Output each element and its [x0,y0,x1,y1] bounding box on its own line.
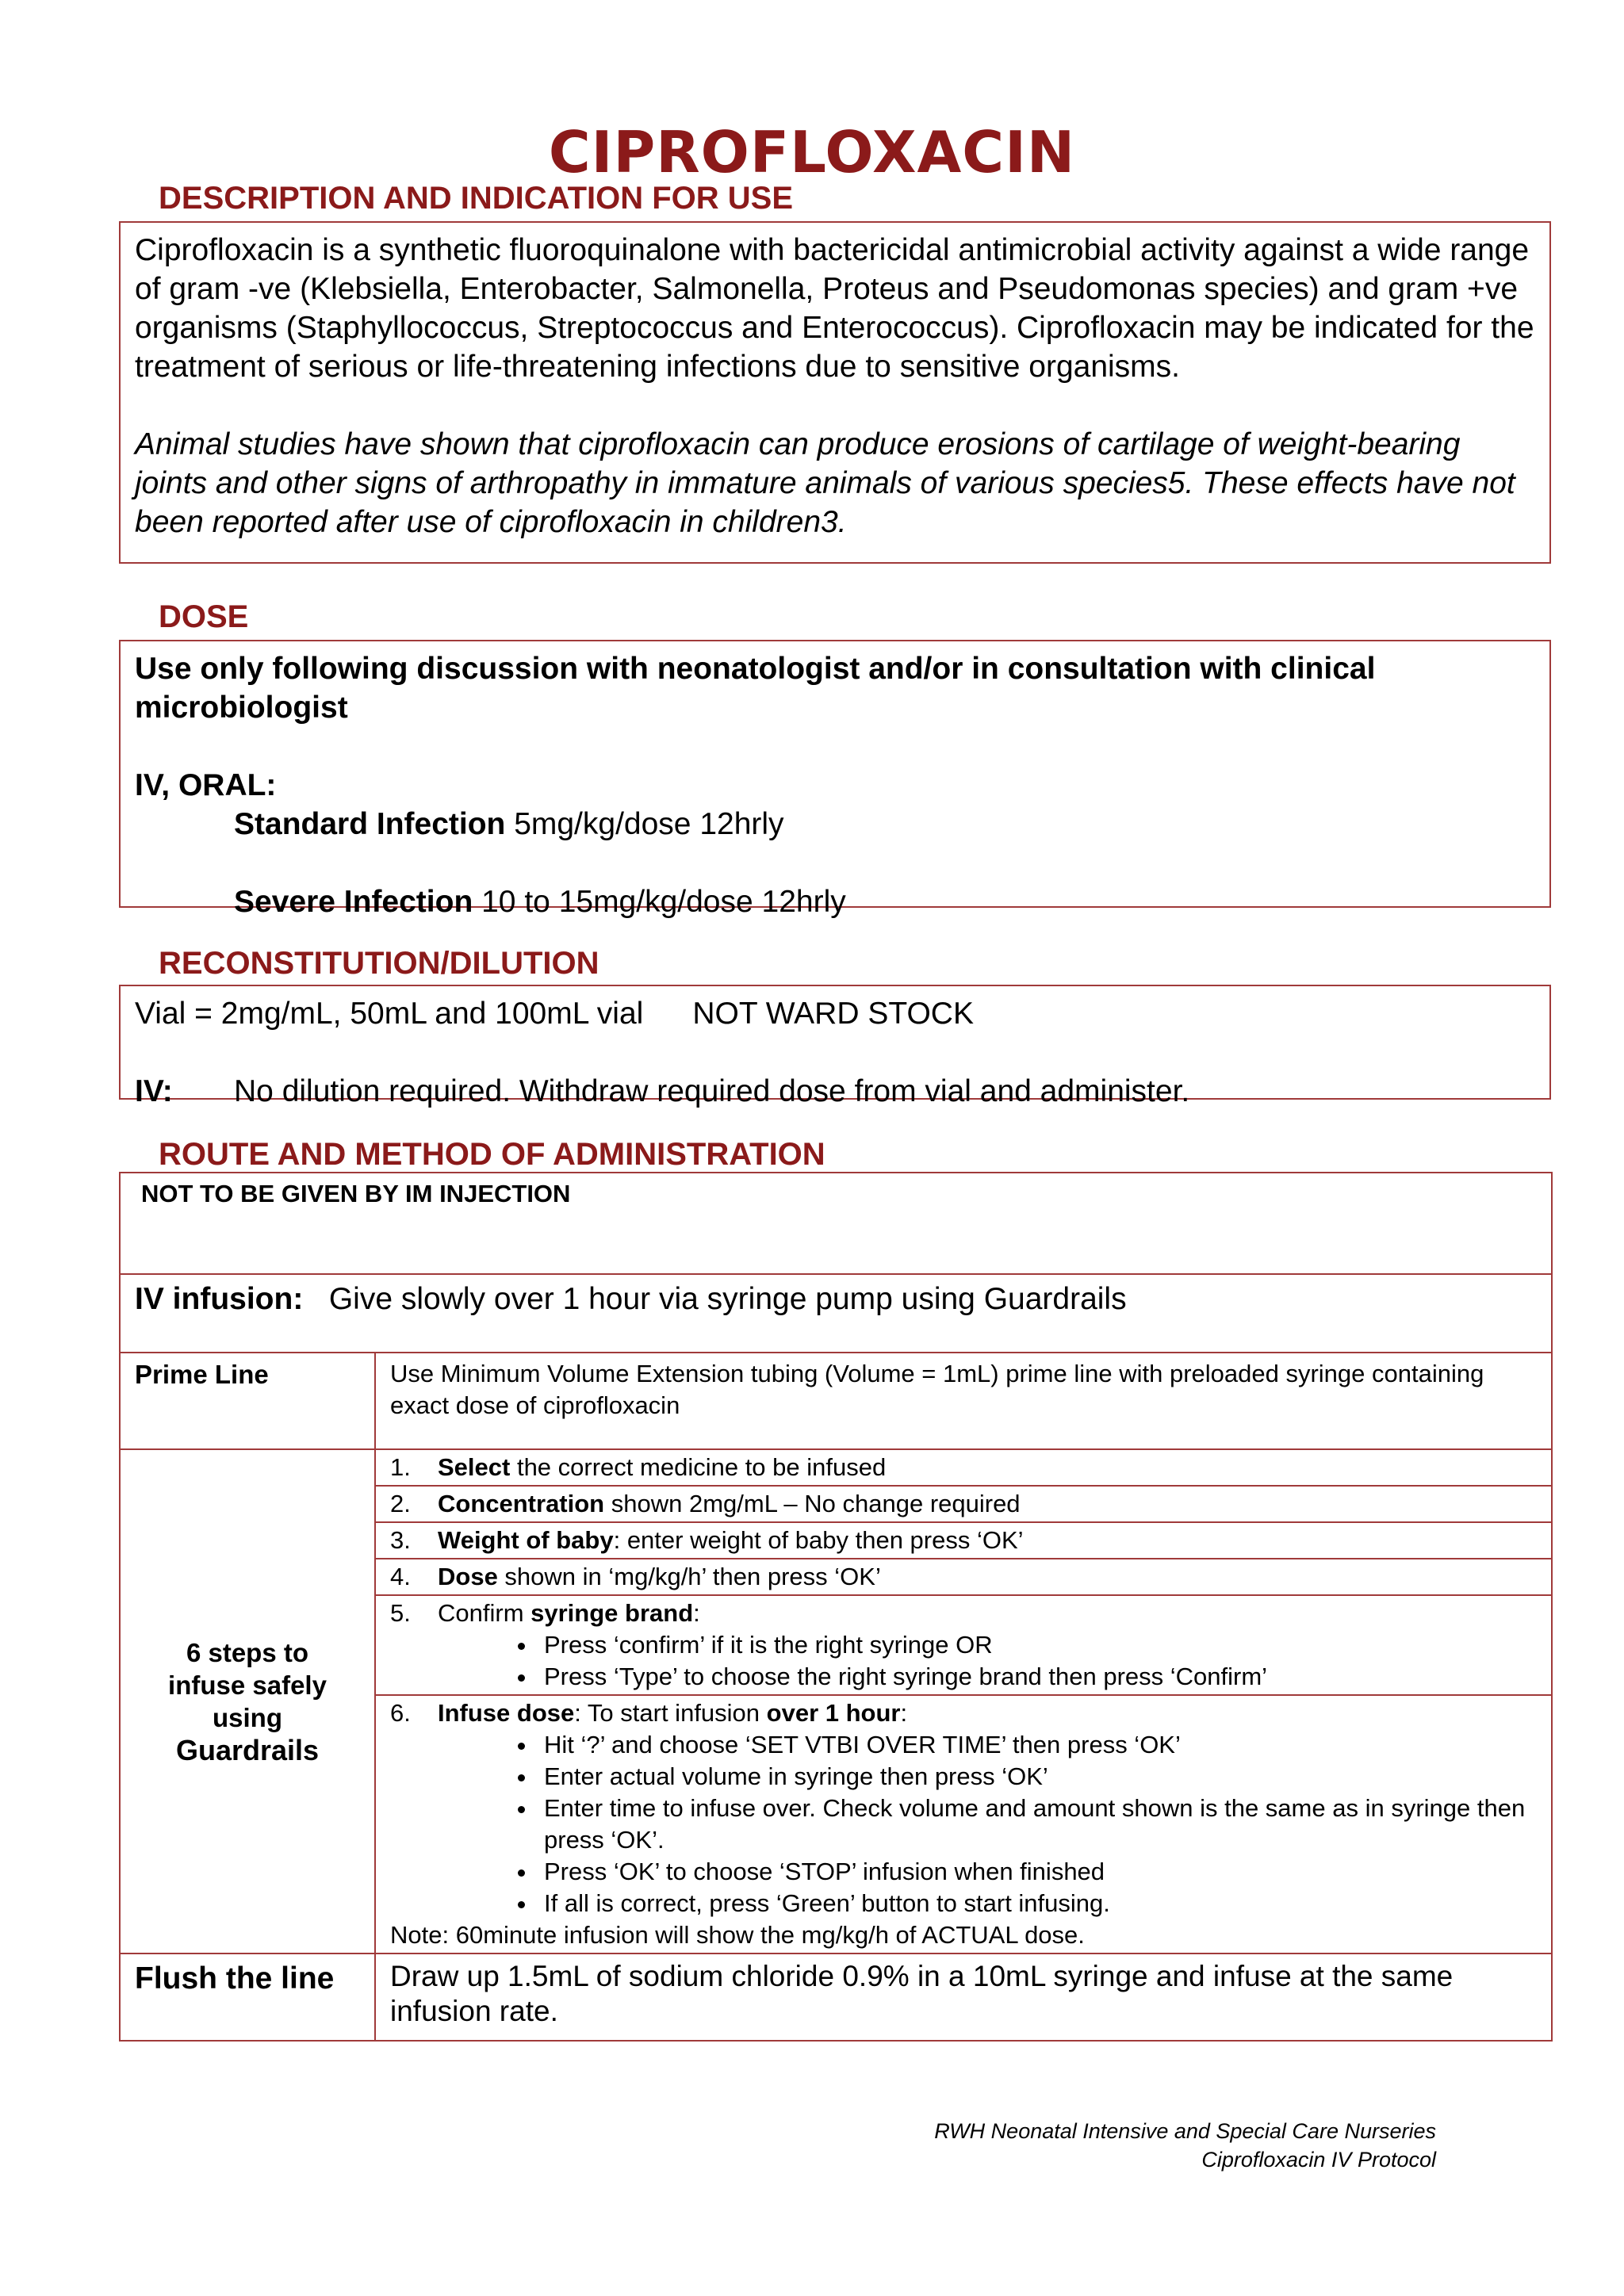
administration-table [119,1172,1553,2042]
steps-label-line: 6 steps to [186,1638,309,1667]
list-item: • Press ‘OK’ to choose ‘STOP’ infusion when finished [538,1856,1537,1888]
step-keyword: Select [438,1453,511,1481]
not-im-warning: NOT TO BE GIVEN BY IM INJECTION [120,1173,1552,1274]
iv-infusion-text: Give slowly over 1 hour via syringe pump using Guardrails [328,1282,1127,1316]
step-number: 6. [390,1699,411,1727]
step-text: : enter weight of baby then press ‘OK’ [613,1526,1024,1554]
list-item: • Hit ‘?’ and choose ‘SET VTBI OVER TIME’ then press ‘OK’ [538,1729,1537,1761]
step-text: shown in ‘mg/kg/h’ then press ‘OK’ [497,1563,881,1590]
description-paragraph: Ciprofloxacin is a synthetic fluoroquinalone with bactericidal antimicrobial activity against a wide range of gram -ve (Klebsiella, Enterobacter, Salmonella, Proteus and Pseudomonas species) and gram +ve organisms (Staphyllococcus, Streptococcus and Enterococcus). Ciprofloxacin may be indicated for the treatment of serious or life-threatening infections due to sensitive organisms. [135,233,1534,384]
dose-warning: Use only following discussion with neonatologist and/or in consultation with clinical microbiologist [135,652,1376,725]
prime-line-label: Prime Line [120,1353,375,1449]
iv-infusion-label: IV infusion: [135,1282,304,1316]
six-steps-label [120,1449,375,1954]
reconstitution-box [119,985,1551,1108]
step-1 [376,1450,1551,1487]
dose-box [119,640,1551,919]
step-4 [376,1559,1551,1596]
iv-dilution-text: No dilution required. Withdraw required dose from vial and administer. [234,1074,1190,1108]
step-text: the correct medicine to be infused [510,1453,887,1481]
reconstitution-heading: RECONSTITUTION/DILUTION [159,946,599,981]
flush-line-text: Draw up 1.5mL of sodium chloride 0.9% in a 10mL syringe and infuse at the same infusion rate. [375,1954,1552,2041]
description-box [119,221,1551,564]
step-6-note: Note: 60minute infusion will show the mg/kg/h of ACTUAL dose. [390,1921,1085,1949]
page-title: CIPROFLOXACIN [548,119,1076,186]
dose-route: IV, ORAL: [135,768,277,802]
step-6-bullets [390,1729,1537,1919]
description-heading: DESCRIPTION AND INDICATION FOR USE [159,181,794,216]
list-item: • Enter actual volume in syringe then press ‘OK’ [538,1761,1537,1793]
footer-line: RWH Neonatal Intensive and Special Care Nurseries [934,2119,1436,2143]
footer [934,2117,1436,2174]
step-number: 3. [390,1526,411,1554]
footer-line: Ciprofloxacin IV Protocol [1201,2148,1436,2172]
iv-dilution [135,1072,1535,1111]
step-keyword: Dose [438,1563,498,1590]
step-2 [376,1487,1551,1523]
step-5 [376,1596,1551,1696]
standard-infection-value: 5mg/kg/dose 12hrly [505,807,784,841]
table-row [120,1353,1552,1449]
table-row [120,1954,1552,2041]
step-5-bullets [390,1629,1537,1693]
step-keyword: syringe brand [530,1599,694,1627]
table-row [120,1274,1552,1353]
step-text: Confirm [438,1599,531,1627]
iv-infusion-cell [120,1274,1552,1353]
step-number: 1. [390,1453,411,1481]
severe-infection-label: Severe Infection [234,885,473,919]
step-3 [376,1523,1551,1559]
standard-infection-dose [135,805,1535,844]
step-text: shown 2mg/mL – No change required [604,1490,1021,1517]
standard-infection-label: Standard Infection [234,807,506,841]
severe-infection-dose [135,882,1535,921]
iv-dilution-label: IV: [135,1074,173,1108]
table-row [120,1449,1552,1954]
list-item: • Enter time to infuse over. Check volume and amount shown is the same as in syringe then press ‘OK’. [538,1793,1537,1856]
arthropathy-warning: Animal studies have shown that ciprofloxacin can produce erosions of cartilage of weight-bearing joints and other signs of arthropathy in immature animals of various species5. These effects have not been reported after use of ciprofloxacin in children3. [135,427,1515,539]
step-number: 5. [390,1599,411,1627]
step-number: 4. [390,1563,411,1590]
step-keyword: Concentration [438,1490,605,1517]
steps-label-line: infuse safely [168,1670,327,1700]
step-text: : [900,1699,908,1727]
steps-label-line: using [213,1703,282,1732]
flush-line-label: Flush the line [120,1954,375,2041]
steps-label-line: Guardrails [175,1734,320,1766]
list-item: • Press ‘confirm’ if it is the right syringe OR [538,1629,1537,1661]
step-keyword: over 1 hour [766,1699,901,1727]
step-keyword: Infuse dose [438,1699,575,1727]
step-text: : [693,1599,700,1627]
step-number: 2. [390,1490,411,1517]
vial-concentration: Vial = 2mg/mL, 50mL and 100mL vial [135,997,644,1031]
prime-line-text: Use Minimum Volume Extension tubing (Volume = 1mL) prime line with preloaded syringe containing exact dose of ciprofloxacin [375,1353,1552,1449]
severe-infection-value: 10 to 15mg/kg/dose 12hrly [473,885,846,919]
dose-heading: DOSE [159,599,249,634]
step-6 [376,1696,1551,1953]
route-heading: ROUTE AND METHOD OF ADMINISTRATION [159,1137,825,1172]
vial-info [135,994,1535,1033]
steps-list [375,1449,1552,1954]
table-row [120,1173,1552,1274]
step-keyword: Weight of baby [438,1526,614,1554]
step-text: : To start infusion [574,1699,767,1727]
list-item: • Press ‘Type’ to choose the right syringe brand then press ‘Confirm’ [538,1661,1537,1693]
list-item: • If all is correct, press ‘Green’ button to start infusing. [538,1888,1537,1919]
ward-stock-note: NOT WARD STOCK [692,997,974,1031]
